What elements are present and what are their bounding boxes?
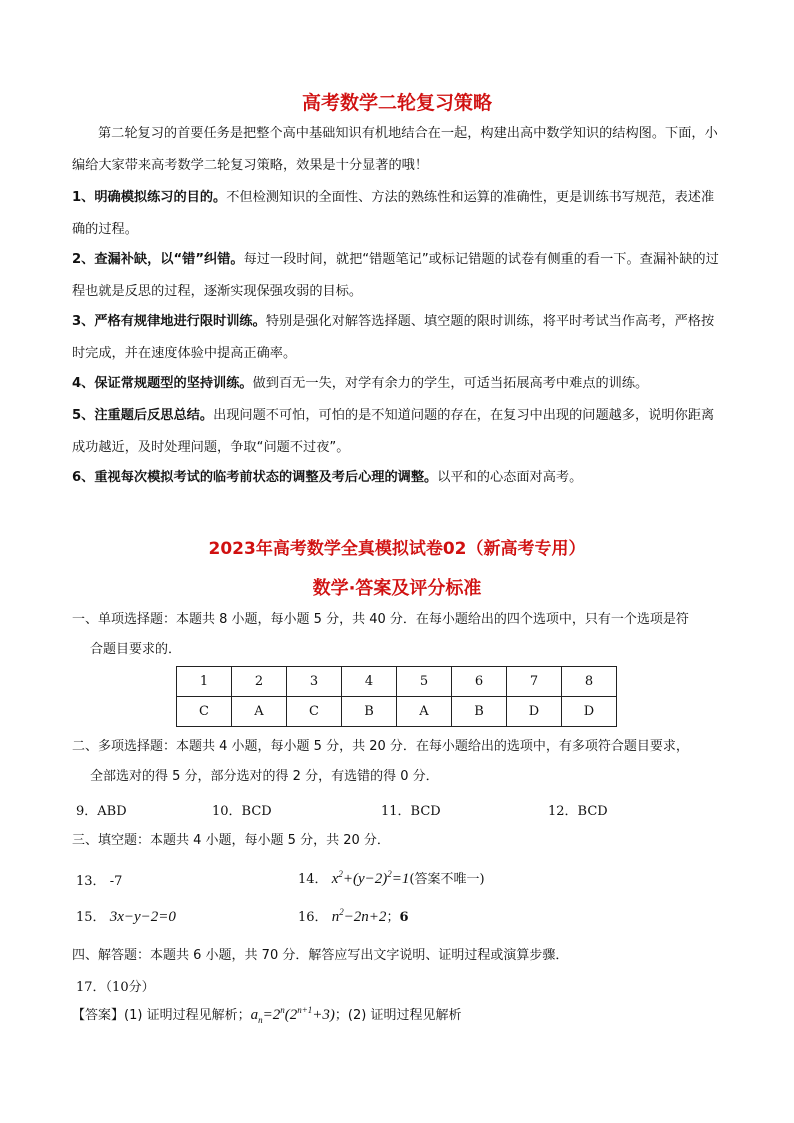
answer-17	[72, 1004, 461, 1025]
table-cell: C	[177, 697, 232, 727]
strategy-item-5	[72, 400, 724, 464]
intro-text: 第二轮复习的首要任务是把整个高中基础知识有机地结合在一起，构建出高中数学知识的结构图。下面，小编给大家带来高考数学二轮复习策略，效果是十分显著的哦！	[72, 126, 718, 173]
item-heading: 1、明确模拟练习的目的。	[72, 190, 227, 205]
item-heading: 3、严格有规律地进行限时训练。	[72, 314, 266, 329]
table-cell: 1	[177, 667, 232, 697]
table-cell: B	[342, 697, 397, 727]
item-heading: 2、查漏补缺，以“错”纠错。	[72, 252, 244, 267]
strategy-intro	[72, 118, 724, 182]
table-cell: 2	[232, 667, 287, 697]
table-row-numbers	[177, 667, 617, 697]
answer-9: 9．ABD	[76, 804, 127, 819]
answer-value: 6	[399, 910, 409, 925]
question-number: 13．	[76, 874, 106, 889]
strategy-item-3	[72, 306, 724, 370]
table-cell: A	[397, 697, 452, 727]
table-cell: 7	[507, 667, 562, 697]
question-number: 15．	[76, 910, 106, 925]
question-number: 16．	[298, 910, 328, 925]
table-cell: 6	[452, 667, 507, 697]
item-body: 出现问题不可怕，可怕的是不知道问题的存在，在复习中出现的问题越多，说明你距离成功越近，及时处理问题，争取“问题不过夜”。	[72, 408, 715, 455]
section-text: 合题目要求的．	[90, 642, 182, 657]
answer-value: -7	[109, 874, 123, 889]
formula-general-term: $a_n=2^n(2^{n+1}+3)$	[250, 1005, 335, 1025]
strategy-item-6	[72, 462, 724, 494]
strategy-item-2	[72, 244, 724, 308]
section-multi-choice	[72, 732, 732, 792]
answer-part2: ；(2) 证明过程见解析	[334, 1008, 462, 1023]
table-cell: 5	[397, 667, 452, 697]
strategy-item-4	[72, 368, 724, 400]
answer-note: (答案不唯一)	[409, 872, 485, 887]
table-cell: B	[452, 697, 507, 727]
table-cell: 3	[287, 667, 342, 697]
answer-12: 12．BCD	[548, 804, 608, 819]
table-cell: 8	[562, 667, 617, 697]
item-heading: 4、保证常规题型的坚持训练。	[72, 376, 253, 391]
question-17-heading: 17．（10分）	[76, 980, 155, 995]
answer-15	[76, 906, 176, 926]
formula-line: 3x−y−2=0	[109, 909, 176, 925]
item-body: 做到百无一失，对学有余力的学生，可适当拓展高考中难点的训练。	[252, 376, 649, 391]
item-heading: 6、重视每次模拟考试的临考前状态的调整及考后心理的调整。	[72, 470, 438, 485]
table-cell: C	[287, 697, 342, 727]
table-cell: D	[562, 697, 617, 727]
table-cell: D	[507, 697, 562, 727]
answer-16: 16． $n^2-2n+2$；6	[298, 907, 409, 925]
item-body: 特别是强化对解答选择题、填空题的限时训练，将平时考试当作高考，严格按时完成，并在速度体验中提高正确率。	[72, 314, 715, 361]
answer-label: 【答案】	[72, 1008, 125, 1023]
section-fill-blank: 三、填空题：本题共 4 小题，每小题 5 分，共 20 分．	[72, 833, 390, 848]
answer-part1: (1) 证明过程见解析；	[124, 1008, 251, 1023]
section-single-choice	[72, 605, 732, 665]
strategy-title: 高考数学二轮复习策略	[301, 92, 492, 114]
exam-title: 2023年高考数学全真模拟试卷02（新高考专用）	[208, 539, 586, 559]
table-cell: 4	[342, 667, 397, 697]
table-cell: A	[232, 697, 287, 727]
section-text: 一、单项选择题：本题共 8 小题，每小题 5 分，共 40 分．在每小题给出的四个选项中，只有一个选项是符	[72, 612, 689, 627]
answer-14	[298, 868, 485, 888]
exam-subtitle: 数学·答案及评分标准	[312, 578, 482, 599]
formula-circle: $x^2+(y-2)^2=1$	[331, 869, 410, 887]
strategy-item-1	[72, 182, 724, 246]
answer-13	[76, 870, 122, 889]
table-row-answers	[177, 697, 617, 727]
section-text: 二、多项选择题：本题共 4 小题，每小题 5 分，共 20 分．在每小题给出的选项中，有多项符合题目要求，	[72, 739, 689, 754]
section-text: 全部选对的得 5 分，部分选对的得 2 分，有选错的得 0 分．	[90, 769, 439, 784]
item-body: 不但检测知识的全面性、方法的熟练性和运算的准确性，更是训练书写规范，表述准确的过程。	[72, 190, 715, 237]
answer-10: 10．BCD	[212, 804, 272, 819]
answer-11: 11．BCD	[381, 804, 441, 819]
formula-sequence: $n^2-2n+2$	[331, 907, 387, 925]
item-body: 以平和的心态面对高考。	[437, 470, 583, 485]
section-solutions: 四、解答题：本题共 6 小题，共 70 分．解答应写出文字说明、证明过程或演算步骤．	[72, 948, 569, 963]
item-body: 每过一段时间，就把“错题笔记”或标记错题的试卷有侧重的看一下。查漏补缺的过程也就是反思的过程，逐渐实现保强攻弱的目标。	[72, 252, 719, 299]
answer-table	[176, 666, 617, 727]
item-heading: 5、注重题后反思总结。	[72, 408, 214, 423]
question-number: 14．	[298, 872, 328, 887]
